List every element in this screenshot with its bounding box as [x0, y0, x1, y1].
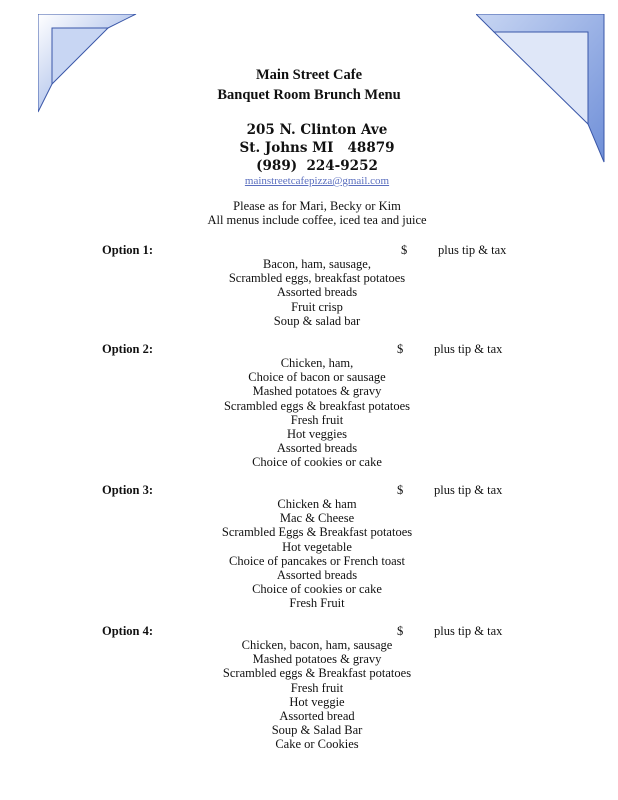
list-item: Hot veggie — [289, 694, 345, 709]
list-item: Hot veggies — [286, 426, 348, 441]
option-4-tip-note: plus tip & tax — [434, 624, 503, 638]
option-3-tip-note: plus tip & tax — [434, 483, 503, 497]
list-item: Fresh fruit — [290, 680, 344, 695]
menu-subtitle: Banquet Room Brunch Menu — [217, 87, 401, 103]
list-item: Scrambled eggs & breakfast potatoes — [223, 398, 411, 413]
includes-note: All menus include coffee, iced tea and juice — [207, 213, 427, 227]
list-item: Bacon, ham, sausage, — [263, 257, 371, 271]
option-4-label: Option 4: — [102, 624, 154, 638]
cafe-name: Main Street Cafe — [255, 67, 363, 83]
option-2-label: Option 2: — [102, 342, 154, 356]
option-4-price: $ — [397, 624, 404, 638]
list-item: Fruit crisp — [291, 299, 343, 314]
list-item: Cake or Cookies — [275, 737, 359, 752]
list-item: Chicken, bacon, ham, sausage — [241, 638, 393, 652]
email-link[interactable]: mainstreetcafepizza@gmail.com — [244, 175, 390, 187]
list-item: Fresh fruit — [290, 412, 344, 427]
list-item: Fresh Fruit — [289, 596, 345, 611]
option-4-item-list — [0, 638, 618, 752]
list-item: Mashed potatoes & gravy — [252, 652, 382, 667]
phone-number: (989) 224-9252 — [256, 158, 378, 174]
list-item: Mac & Cheese — [279, 511, 355, 526]
list-item: Choice of bacon or sausage — [248, 370, 386, 385]
list-item: Hot vegetable — [282, 539, 352, 554]
option-1-price: $ — [401, 243, 408, 257]
list-item: Soup & Salad Bar — [271, 723, 363, 738]
option-1-item-list — [0, 257, 618, 328]
option-3-label: Option 3: — [102, 483, 154, 497]
street-address: 205 N. Clinton Ave — [246, 122, 388, 138]
option-2-tip-note: plus tip & tax — [434, 342, 503, 356]
contact-note: Please as for Mari, Becky or Kim — [233, 199, 401, 213]
list-item: Chicken & ham — [277, 497, 357, 511]
option-2-item-list — [0, 356, 618, 470]
list-item: Assorted bread — [279, 708, 355, 723]
option-1-tip-note: plus tip & tax — [438, 243, 507, 257]
option-3-item-list — [0, 497, 618, 611]
list-item: Choice of pancakes or French toast — [229, 553, 405, 568]
option-3-price: $ — [397, 483, 404, 497]
list-item: Choice of cookies or cake — [252, 455, 382, 470]
list-item: Soup & salad bar — [273, 313, 361, 328]
list-item: Assorted breads — [276, 567, 358, 582]
list-item: Assorted breads — [276, 285, 358, 300]
option-1-label: Option 1: — [102, 243, 154, 257]
list-item: Chicken, ham, — [280, 356, 354, 370]
city-state-zip: St. Johns MI 48879 — [239, 140, 395, 156]
list-item: Assorted breads — [276, 441, 358, 456]
list-item: Scrambled Eggs & Breakfast potatoes — [221, 525, 413, 540]
list-item: Scrambled eggs, breakfast potatoes — [228, 271, 406, 286]
list-item: Choice of cookies or cake — [252, 582, 382, 597]
list-item: Mashed potatoes & gravy — [252, 384, 382, 399]
option-2-price: $ — [397, 342, 404, 356]
list-item: Scrambled eggs & Breakfast potatoes — [222, 666, 412, 681]
